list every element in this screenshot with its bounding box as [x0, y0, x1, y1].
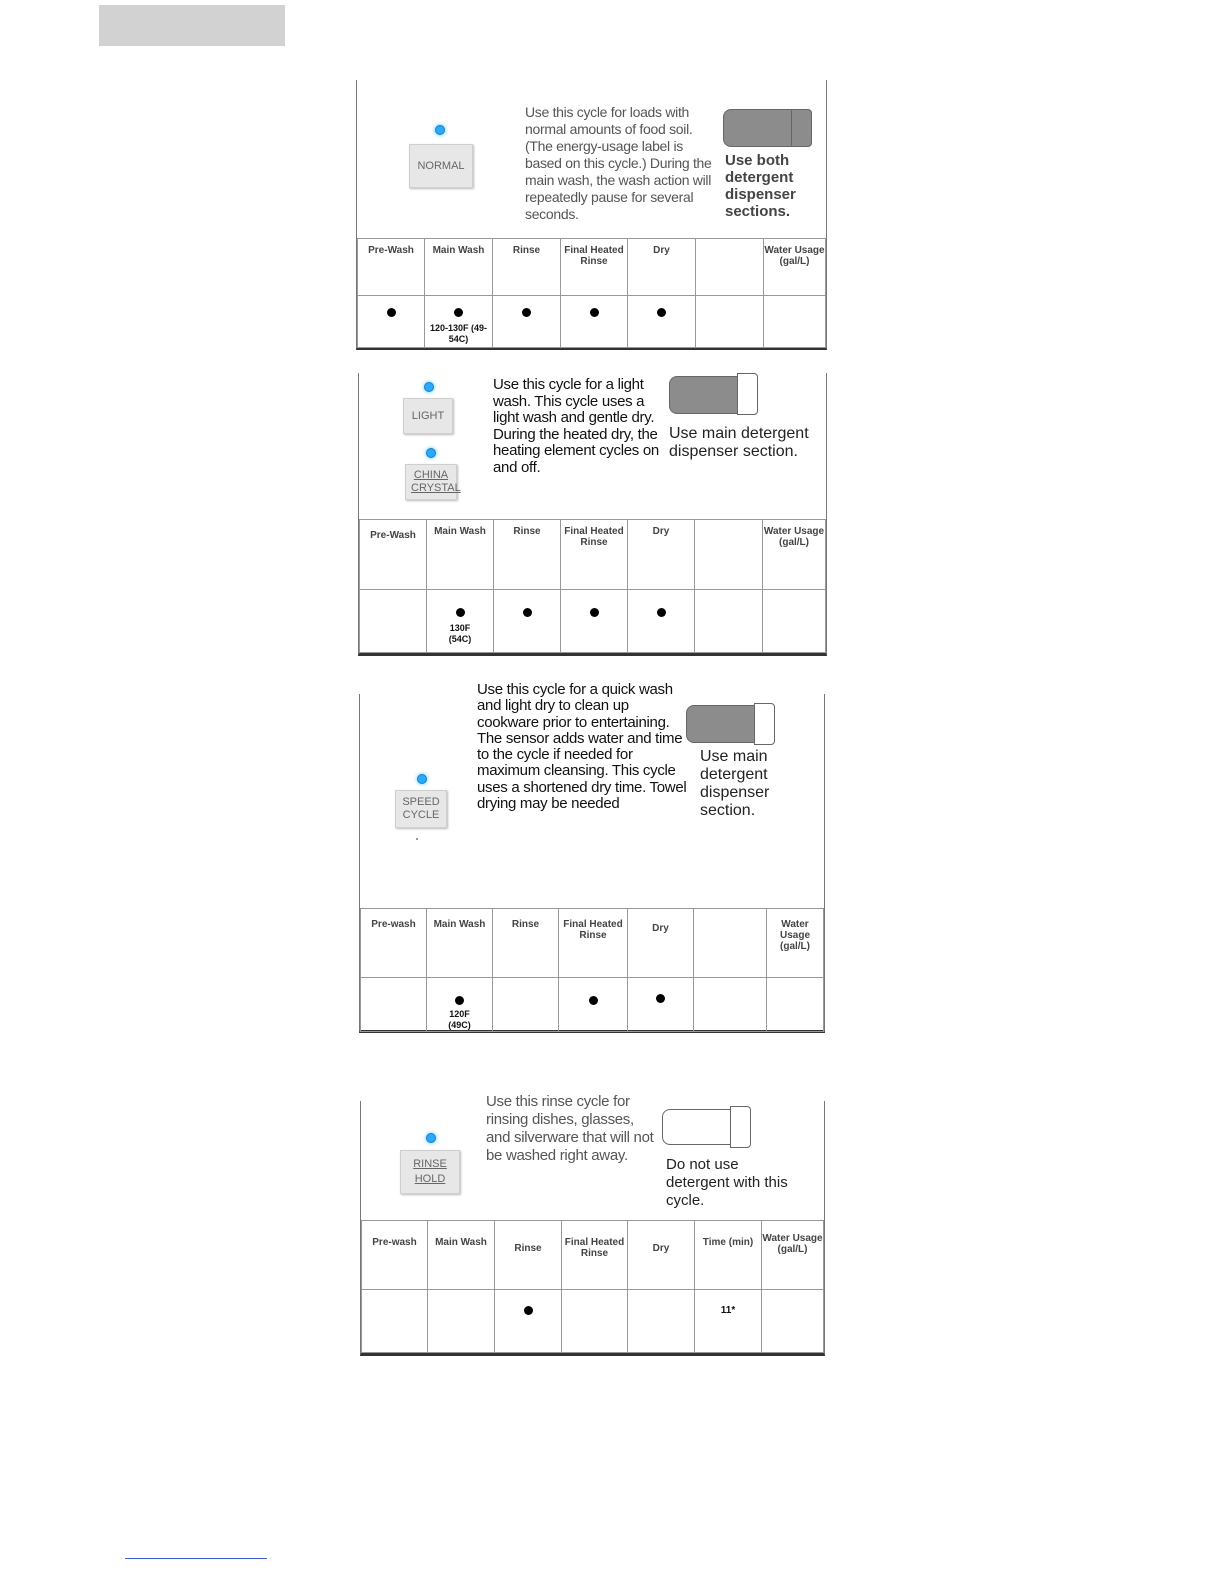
- normal-cycle-table: [357, 238, 826, 348]
- col-blank: [694, 909, 767, 978]
- normal-detergent-note: Use both detergent dispenser sections.: [725, 152, 796, 220]
- col-time: Time (min): [695, 1221, 762, 1290]
- main-wash-temp: 120F (49C): [448, 1009, 471, 1030]
- col-prewash: Pre-Wash: [360, 520, 427, 590]
- china-crystal-indicator-light: [426, 448, 436, 458]
- cell-final-heated-rinse: [562, 1290, 628, 1353]
- cell-blank: [696, 296, 764, 348]
- normal-description: Use this cycle for loads with normal amounts of food soil. (The energy-usage label is based on this cycle.) During the main wash, the wash action will repeatedly pause for several seconds.: [525, 104, 712, 222]
- col-prewash: Pre-wash: [361, 909, 427, 978]
- cycle-panel-light: [358, 373, 827, 656]
- mark-final-heated-rinse: [561, 296, 628, 348]
- col-dry: Dry: [628, 239, 696, 296]
- col-dry: Dry: [628, 520, 695, 590]
- col-blank: [696, 239, 764, 296]
- cell-prewash: [362, 1290, 428, 1353]
- mark-rinse: [495, 1290, 562, 1353]
- china-crystal-button[interactable]: CHINA CRYSTAL: [405, 464, 457, 500]
- rinse-hold-cycle-table: [361, 1220, 824, 1353]
- cell-prewash: [361, 978, 427, 1032]
- mark-dry: [628, 590, 695, 653]
- col-blank: [695, 520, 763, 590]
- cell-water-usage: [762, 1290, 824, 1353]
- col-rinse: Rinse: [495, 1221, 562, 1290]
- mark-main-wash: [427, 590, 494, 653]
- speed-detergent-note: Use main detergent dispenser section.: [700, 748, 770, 819]
- cell-blank: [694, 978, 767, 1032]
- speed-description: Use this cycle for a quick wash and light dry to clean up cookware prior to entertaining. The sensor adds water and time to the cycle if needed for maximum cleansing. This cycle uses a shortened dry time. Towel drying may be needed: [477, 681, 687, 813]
- cell-prewash: [360, 590, 427, 653]
- rinse-hold-detergent-note: Do not use detergent with this cycle.: [666, 1156, 788, 1209]
- header-tab: [99, 5, 285, 46]
- mark-dry: [628, 978, 694, 1032]
- cell-blank: [695, 590, 763, 653]
- cycle-panel-speed: [359, 681, 825, 1033]
- col-main-wash: Main Wash: [428, 1221, 495, 1290]
- normal-indicator-light: [435, 125, 445, 135]
- light-description: Use this cycle for a light wash. This cycle uses a light wash and gentle dry. During the heated dry, the heating element cycles on and off.: [493, 376, 659, 476]
- main-wash-temp: 120-130F (49-54C): [429, 323, 488, 344]
- rinse-hold-button[interactable]: RINSE HOLD: [400, 1150, 460, 1194]
- col-water-usage: Water Usage (gal/L): [767, 909, 824, 978]
- col-rinse: Rinse: [494, 520, 561, 590]
- col-water-usage: Water Usage (gal/L): [762, 1221, 824, 1290]
- cell-rinse: [493, 978, 559, 1032]
- rinse-hold-indicator-light: [426, 1133, 436, 1143]
- mark-main-wash: [425, 296, 493, 348]
- col-main-wash: Main Wash: [427, 909, 493, 978]
- cell-main-wash: [428, 1290, 495, 1353]
- mark-final-heated-rinse: [559, 978, 628, 1032]
- cycle-panel-rinse-hold: [360, 1093, 825, 1356]
- time-value: 11*: [720, 1305, 736, 1316]
- cell-water-usage: [764, 296, 826, 348]
- col-final-heated-rinse: Final Heated Rinse: [562, 1221, 628, 1290]
- col-rinse: Rinse: [493, 239, 561, 296]
- col-prewash: Pre-Wash: [358, 239, 425, 296]
- col-rinse: Rinse: [493, 909, 559, 978]
- mark-dry: [628, 296, 696, 348]
- speck: [416, 838, 418, 840]
- light-cycle-table: [359, 519, 826, 653]
- cell-water-usage: [763, 590, 826, 653]
- table-row: [358, 296, 826, 348]
- mark-rinse: [493, 296, 561, 348]
- col-main-wash: Main Wash: [425, 239, 493, 296]
- speed-indicator-light: [417, 774, 427, 784]
- cell-time: [695, 1290, 762, 1353]
- col-dry: Dry: [628, 1221, 695, 1290]
- main-wash-temp: 130F (54C): [448, 623, 472, 644]
- mark-rinse: [494, 590, 561, 653]
- cell-water-usage: [767, 978, 824, 1032]
- mark-main-wash: [427, 978, 493, 1032]
- footer-rule: [125, 1558, 267, 1559]
- speed-cycle-table: [360, 908, 824, 1032]
- col-main-wash: Main Wash: [427, 520, 494, 590]
- table-row: [360, 590, 826, 653]
- col-final-heated-rinse: Final Heated Rinse: [559, 909, 628, 978]
- col-prewash: Pre-wash: [362, 1221, 428, 1290]
- col-final-heated-rinse: Final Heated Rinse: [561, 520, 628, 590]
- normal-button[interactable]: NORMAL: [409, 144, 473, 188]
- speed-cycle-button[interactable]: SPEED CYCLE: [395, 790, 447, 828]
- mark-final-heated-rinse: [561, 590, 628, 653]
- cycle-panel-normal: [356, 80, 827, 350]
- col-final-heated-rinse: Final Heated Rinse: [561, 239, 628, 296]
- rinse-hold-description: Use this rinse cycle for rinsing dishes, glasses, and silverware that will not be washed right away.: [486, 1093, 654, 1164]
- col-dry: Dry: [628, 909, 694, 978]
- col-water-usage: Water Usage (gal/L): [764, 239, 826, 296]
- col-water-usage: Water Usage (gal/L): [763, 520, 826, 590]
- light-indicator-light: [424, 382, 434, 392]
- mark-prewash: [358, 296, 425, 348]
- cell-dry: [628, 1290, 695, 1353]
- light-button[interactable]: LIGHT: [403, 398, 453, 434]
- light-detergent-note: Use main detergent dispenser section.: [669, 425, 809, 460]
- table-row: [361, 978, 824, 1032]
- table-row: [362, 1290, 824, 1353]
